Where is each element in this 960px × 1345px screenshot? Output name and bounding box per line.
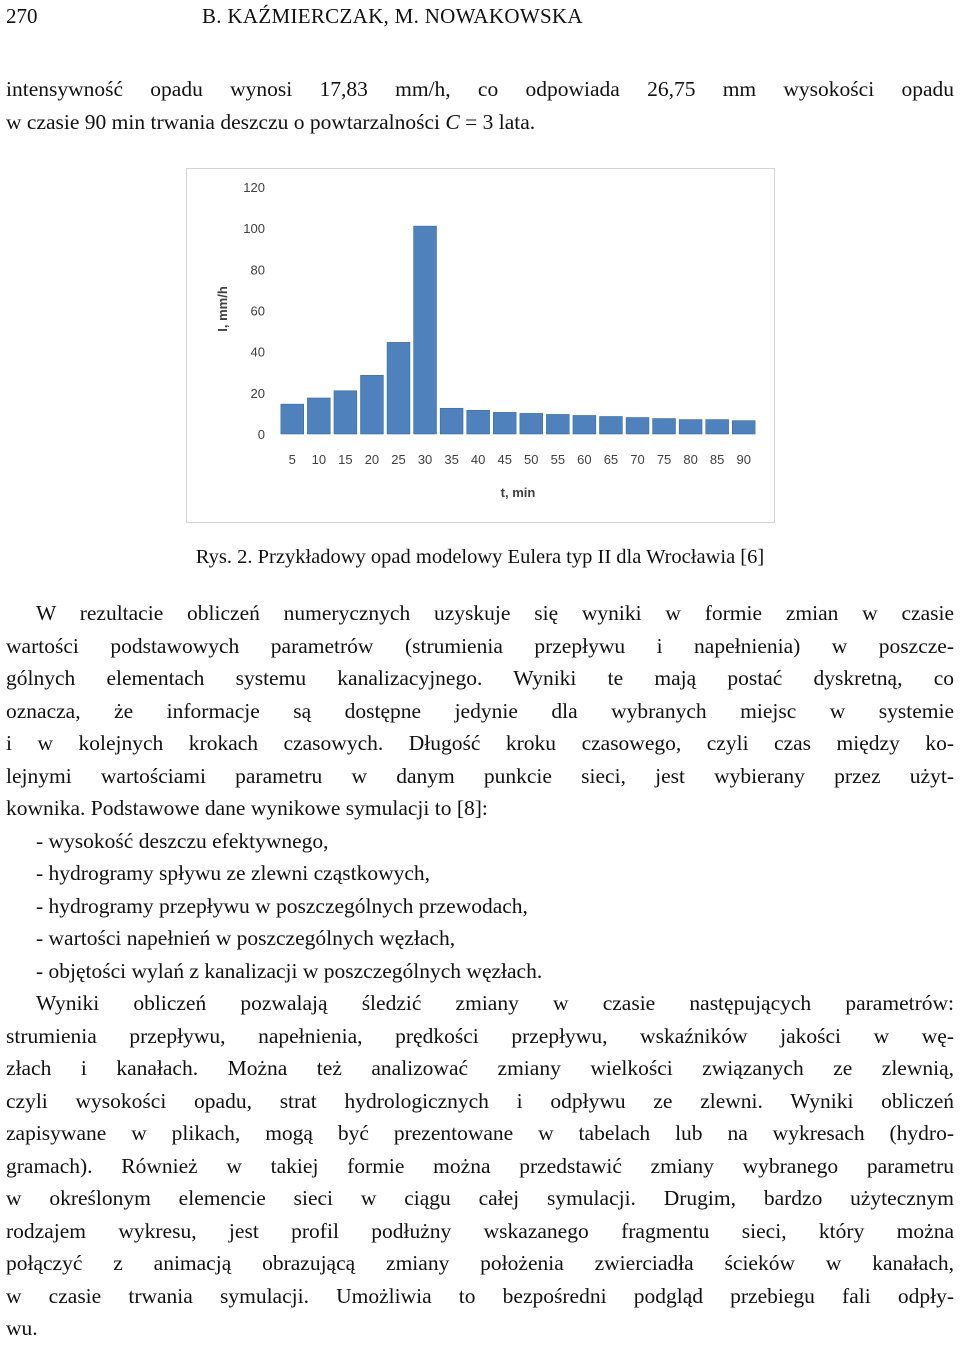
bar <box>414 226 437 434</box>
text-line: Wyniki obliczeń pozwalają śledzić zmiany w czasie następujących parametrów: <box>36 991 954 1015</box>
y-tick-label: 120 <box>243 180 265 195</box>
x-tick-label: 45 <box>497 452 512 467</box>
text-fragment: = 3 lata. <box>459 109 536 134</box>
text-line: w czasie trwania symulacji. Umożliwia to bezpośredni podgląd przebiegu fali odpły- <box>6 1283 954 1308</box>
chart-svg <box>187 169 774 522</box>
body-text <box>6 597 954 1345</box>
page-header <box>6 4 946 30</box>
paragraph-2 <box>6 987 954 1345</box>
list-item: - objętości wylań z kanalizacji w poszczególnych węzłach. <box>36 958 543 983</box>
bar <box>307 398 330 434</box>
x-tick-label: 85 <box>709 452 725 467</box>
page-number: 270 <box>6 4 38 28</box>
text-line: w określonym elemencie sieci w ciągu całej symulacji. Drugim, bardzo użytecznym <box>6 1186 954 1210</box>
bar <box>600 417 623 434</box>
x-axis-label: t, min <box>500 485 536 500</box>
x-tick-label: 5 <box>288 452 296 467</box>
x-tick-label: 10 <box>311 452 327 467</box>
x-tick-label: 20 <box>364 452 380 467</box>
x-tick-label: 60 <box>577 452 592 467</box>
text-line: wu. <box>6 1316 38 1340</box>
text-line: W rezultacie obliczeń numerycznych uzyskuje się wyniki w formie zmian w czasie <box>36 601 954 625</box>
running-head: B. KAŹMIERCZAK, M. NOWAKOWSKA <box>202 4 583 28</box>
y-tick-label: 40 <box>250 344 265 360</box>
bar <box>679 420 702 434</box>
bar <box>361 375 384 434</box>
bar <box>573 415 596 434</box>
y-tick-label: 20 <box>250 385 265 401</box>
bar <box>626 418 649 434</box>
text-line: intensywność opadu wynosi 17,83 mm/h, co odpowiada 26,75 mm wysokości opadu <box>6 77 954 101</box>
bar <box>706 420 729 434</box>
list-item: - hydrogramy spływu ze zlewni cząstkowych, <box>36 861 431 885</box>
x-tick-label: 55 <box>550 452 566 467</box>
text-line: kownika. Podstawowe dane wynikowe symulacji to [8]: <box>6 796 488 820</box>
x-tick-label: 25 <box>391 452 406 467</box>
text-line: gramach). Również w takiej formie można przedstawić zmiany wybranego parametru <box>6 1153 954 1178</box>
list-item: - wartości napełnień w poszczególnych węzłach, <box>36 926 456 950</box>
variable-c: C <box>445 109 460 134</box>
x-tick-label: 70 <box>630 452 645 467</box>
text-fragment: w czasie 90 min trwania deszczu o powtarzalności <box>6 109 446 134</box>
text-line: strumienia przepływu, napełnienia, prędkości przepływu, wskaźników jakości w wę- <box>6 1023 954 1048</box>
x-tick-label: 15 <box>338 452 353 467</box>
text-line: połączyć z animacją obrazującą zmiany położenia zwierciadła ścieków w kanałach, <box>6 1251 954 1275</box>
x-tick-label: 40 <box>470 452 486 467</box>
y-tick-label: 60 <box>250 303 265 319</box>
bar <box>440 408 463 434</box>
y-tick-label: 0 <box>257 427 265 442</box>
intro-paragraph <box>6 73 954 138</box>
bar <box>520 413 543 434</box>
bar <box>334 391 357 434</box>
x-tick-label: 80 <box>683 452 698 467</box>
x-tick-label: 30 <box>417 452 433 467</box>
results-list <box>6 825 954 988</box>
text-line: wartości podstawowych parametrów (strumienia przepływu i napełnienia) w poszcze- <box>6 633 954 658</box>
x-tick-label: 50 <box>524 452 539 467</box>
bar <box>732 421 755 434</box>
text-line <box>6 106 954 139</box>
text-line: i w kolejnych krokach czasowych. Długość kroku czasowego, czyli czas między ko- <box>6 731 954 755</box>
bar <box>493 412 516 434</box>
text-line: oznacza, że informacje są dostępne jedynie dla wybranych miejsc w systemie <box>6 698 954 723</box>
text-line: złach i kanałach. Można też analizować zmiany wielkości związanych ze zlewnią, <box>6 1056 954 1080</box>
x-tick-label: 75 <box>656 452 672 467</box>
text-line: czyli wysokości opadu, strat hydrologicznych i odpływu ze zlewni. Wyniki obliczeń <box>6 1088 954 1113</box>
y-tick-label: 100 <box>243 221 265 237</box>
bar <box>546 414 569 434</box>
x-tick-label: 90 <box>736 452 751 467</box>
list-item: - wysokość deszczu efektywnego, <box>36 828 329 853</box>
list-item: - hydrogramy przepływu w poszczególnych przewodach, <box>36 893 528 918</box>
bar <box>387 342 410 434</box>
bar <box>653 419 676 434</box>
x-tick-label: 35 <box>444 452 459 467</box>
y-tick-label: 80 <box>250 262 265 278</box>
bar <box>467 410 490 434</box>
bar <box>281 404 304 434</box>
x-tick-label: 65 <box>603 452 619 467</box>
paragraph-1 <box>6 597 954 825</box>
text-line: lejnymi wartościami parametru w danym punkcie sieci, jest wybierany przez użyt- <box>6 763 954 788</box>
text-line: zapisywane w plikach, mogą być prezentowane w tabelach lub na wykresach (hydro- <box>6 1121 954 1145</box>
y-axis-label: I, mm/h <box>215 286 230 332</box>
figure-caption: Rys. 2. Przykładowy opad modelowy Eulera typ II dla Wrocławia [6] <box>195 546 765 568</box>
text-line: gólnych elementach systemu kanalizacyjnego. Wyniki te mają postać dyskretną, co <box>6 666 954 690</box>
text-line: rodzajem wykresu, jest profil podłużny wskazanego fragmentu sieci, który można <box>6 1218 954 1243</box>
rainfall-bar-chart <box>186 168 775 523</box>
